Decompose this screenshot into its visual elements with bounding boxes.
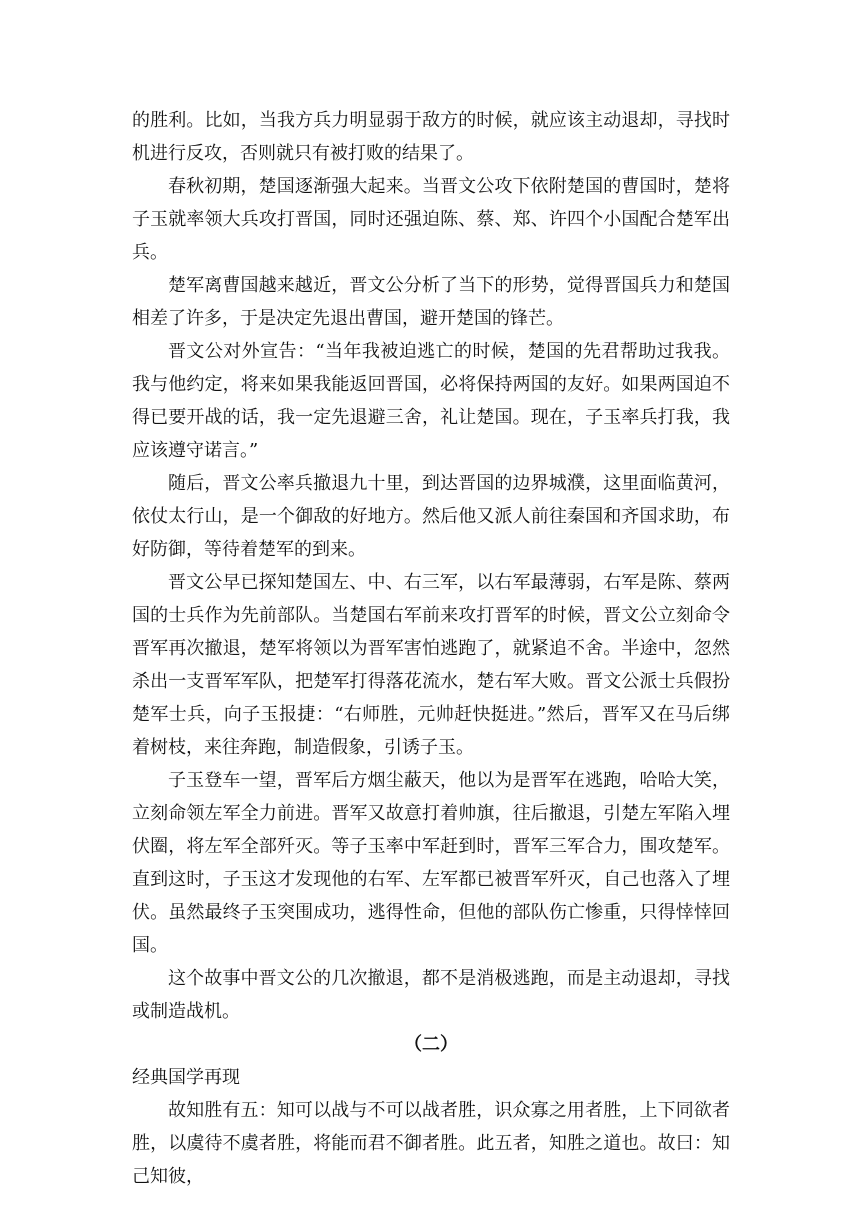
paragraph-continuation: 的胜利。比如，当我方兵力明显弱于敌方的时候，就应该主动退却，寻找时机进行反攻，否则就只有被打败的结果了。: [132, 110, 730, 164]
paragraph-declaration: 晋文公对外宣告：“当年我被迫逃亡的时候，楚国的先君帮助过我我。我与他约定，将来如果我能返回晋国，必将保持两国的友好。如果两国迫不得已要开战的话，我一定先退避三舍，礼让楚国。现在，子玉率兵打我，我应该遵守诺言。”: [132, 341, 730, 461]
paragraph-right-army: 晋文公早已探知楚国左、中、右三军，以右军最薄弱，右军是陈、蔡两国的士兵作为先前部队。当楚国右军前来攻打晋军的时候，晋文公立刻命令晋军再次撤退，楚军将领以为晋军害怕逃跑了，就紧追不舍。半途中，忽然杀出一支晋军军队，把楚军打得落花流水，楚右军大败。晋文公派士兵假扮楚军士兵，向子玉报捷：“右师胜，元帅赶快挺进。”然后，晋军又在马后绑着树枝，来往奔跑，制造假象，引诱子玉。: [132, 572, 730, 758]
paragraph-classic-quote: 故知胜有五：知可以战与不可以战者胜，识众寡之用者胜，上下同欲者胜，以虞待不虞者胜，将能而君不御者胜。此五者，知胜之道也。故曰：知己知彼，: [132, 1100, 730, 1187]
paragraph-conclusion: 这个故事中晋文公的几次撤退，都不是消极逃跑，而是主动退却，寻找或制造战机。: [132, 968, 730, 1022]
paragraph-chengpu: 随后，晋文公率兵撤退九十里，到达晋国的边界城濮，这里面临黄河，依仗太行山，是一个御敌的好地方。然后他又派人前往秦国和齐国求助，布好防御，等待着楚军的到来。: [132, 473, 730, 560]
paragraph-left-army: 子玉登车一望，晋军后方烟尘蔽天，他以为是晋军在逃跑，哈哈大笑，立刻命领左军全力前进。晋军又故意打着帅旗，往后撤退，引楚左军陷入埋伏圈，将左军全部歼灭。等子玉率中军赶到时，晋军三军合力，围攻楚军。直到这时，子玉这才发现他的右军、左军都已被晋军歼灭，自己也落入了埋伏。虽然最终子玉突围成功，逃得性命，但他的部队伤亡惨重，只得悻悻回国。: [132, 770, 730, 956]
paragraph-spring-autumn: 春秋初期，楚国逐渐强大起来。当晋文公攻下依附楚国的曹国时，楚将子玉就率领大兵攻打晋国，同时还强迫陈、蔡、郑、许四个小国配合楚军出兵。: [132, 176, 730, 263]
section-heading: （二）: [404, 1034, 458, 1055]
section-label: 经典国学再现: [132, 1067, 240, 1088]
paragraph-retreat-decision: 楚军离曹国越来越近，晋文公分析了当下的形势，觉得晋国兵力和楚国相差了许多，于是决定先退出曹国，避开楚国的锋芒。: [132, 275, 730, 329]
document-body: [132, 104, 730, 1193]
